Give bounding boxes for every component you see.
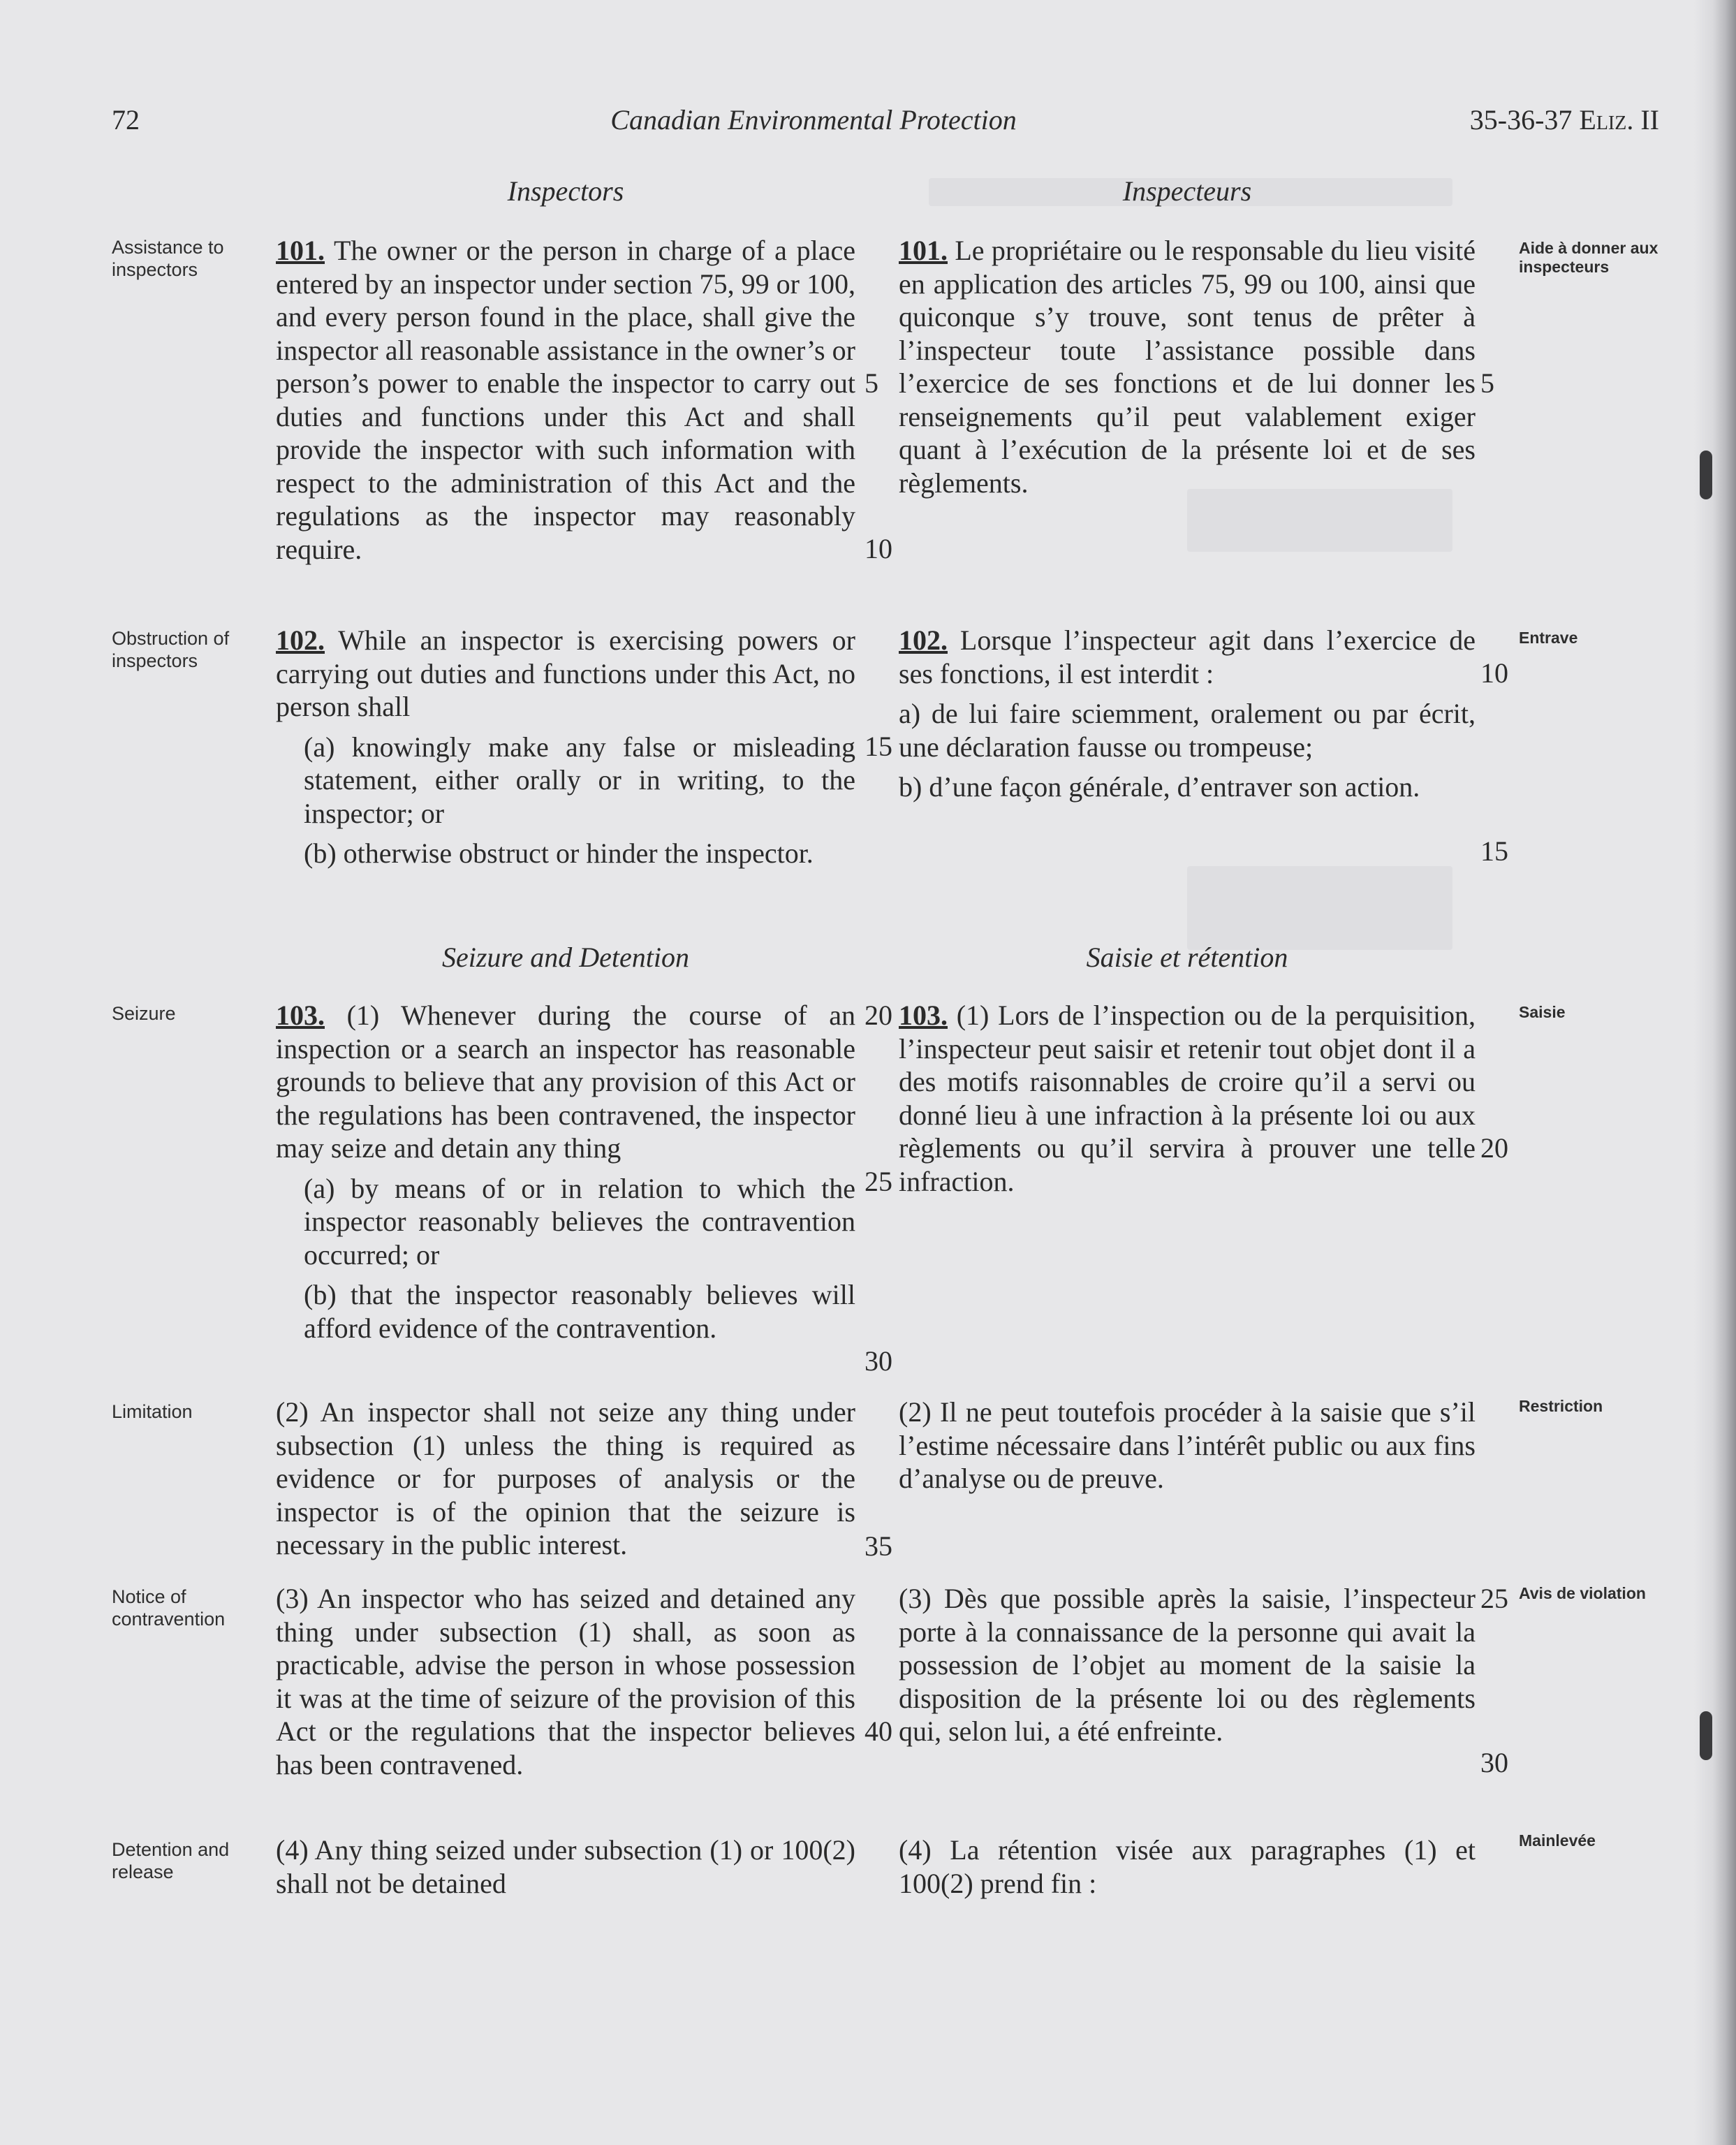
section-103-4-en	[276, 1833, 855, 1900]
section-number: 102.	[276, 624, 325, 656]
section-text: (1) Lors de l’inspection ou de la perquisition, l’inspecteur peut saisir et retenir tout objet dont il a des motifs raisonnables de croire qu’il a servi ou donné lieu à une infraction à la présente loi ou aux règlements ou qu’il servira à prouver une telle infraction.	[899, 1000, 1476, 1197]
paragraph-b: (b) otherwise obstruct or hinder the inspector.	[304, 837, 814, 869]
margin-note-notice: Notice of contravention	[112, 1586, 226, 1630]
line-number: 40	[865, 1715, 892, 1747]
margin-note-mainlevee: Mainlevée	[1519, 1831, 1596, 1850]
line-number: 15	[1480, 835, 1508, 867]
page-number: 72	[112, 104, 140, 136]
binding-mark	[1700, 451, 1712, 499]
margin-note-restriction: Restriction	[1519, 1397, 1603, 1415]
section-text: The owner or the person in charge of a place entered by an inspector under section 75, 99 or 100, and every person found in the place, shall give the inspector all reasonable assistance in the owner’s or person’s power to enable the inspector to carry out duties and functions under this Act and shall provide the inspector with such information with respect to the administration of this Act and the regulations as the inspector may reasonably require.	[276, 235, 855, 565]
subsection-text: (2) An inspector shall not seize any thing under subsection (1) unless the thing is required as evidence or for purposes of analysis or the inspector is of the opinion that the seizure is necessary in the public interest.	[276, 1396, 855, 1560]
subsection-text: (3) An inspector who has seized and detained any thing under subsection (1) shall, as soon as practicable, advise the person in whose possession it was at the time of seizure of the provision of this Act or the regulations that the inspector believes has been contravened.	[276, 1583, 855, 1780]
section-101-en	[276, 234, 855, 566]
line-number: 25	[865, 1166, 892, 1197]
paragraph-b: (b) that the inspector reasonably believes will afford evidence of the contravention.	[304, 1279, 855, 1344]
margin-note-limitation: Limitation	[112, 1401, 193, 1422]
section-103-2-en	[276, 1396, 855, 1562]
page-edge-shadow	[1694, 0, 1736, 2145]
section-number: 103.	[899, 1000, 948, 1031]
subsection-text: (2) Il ne peut toutefois procéder à la saisie que s’il l’estime nécessaire dans l’intérêt public ou aux fins d’analyse ou de preuve.	[899, 1396, 1476, 1494]
section-103-3-fr	[899, 1582, 1476, 1748]
subsection-text: (4) La rétention visée aux paragraphes (1) et 100(2) prend fin :	[899, 1834, 1476, 1899]
margin-note-avis: Avis de violation	[1519, 1584, 1646, 1602]
section-text: (1) Whenever during the course of an inspection or a search an inspector has reasonable grounds to believe that any provision of this Act or the regulations has been contravened, the inspector may seize and detain any thing	[276, 1000, 855, 1164]
section-102-en	[276, 624, 855, 870]
section-number: 101.	[899, 235, 948, 266]
subsection-text: (3) Dès que possible après la saisie, l’inspecteur porte à la connaissance de la personne qui avait la possession de l’objet au moment de la saisie la disposition de la présente loi ou des règlements qui, selon lui, a été enfreinte.	[899, 1583, 1476, 1747]
section-103-1-fr	[899, 999, 1476, 1198]
margin-note-obstruction: Obstruction of inspectors	[112, 628, 230, 671]
section-103-4-fr	[899, 1833, 1476, 1900]
paragraph-b: b) d’une façon générale, d’entraver son action.	[899, 771, 1420, 803]
margin-note-assistance: Assistance to inspectors	[112, 237, 224, 280]
paragraph-a: (a) knowingly make any false or misleading statement, either orally or in writing, to the inspector; or	[304, 731, 855, 829]
paragraph-a: a) de lui faire sciemment, oralement ou par écrit, une déclaration fausse ou trompeuse;	[899, 698, 1476, 763]
section-heading-saisie: Saisie et rétention	[1086, 942, 1288, 973]
line-number: 30	[865, 1345, 892, 1377]
section-number: 102.	[899, 624, 948, 656]
section-101-fr	[899, 234, 1476, 499]
section-heading-inspecteurs: Inspecteurs	[1122, 175, 1252, 207]
section-heading-seizure: Seizure and Detention	[441, 942, 689, 973]
subsection-text: (4) Any thing seized under subsection (1) or 100(2) shall not be detained	[276, 1834, 855, 1899]
section-number: 103.	[276, 1000, 325, 1031]
line-number: 5	[865, 367, 878, 399]
bleed-through	[1187, 866, 1452, 950]
running-title: Canadian Environmental Protection	[610, 104, 1017, 136]
binding-mark	[1700, 1711, 1712, 1760]
section-text: Le propriétaire ou le responsable du lieu visité en application des articles 75, 99 ou 100, ainsi que quiconque s’y trouve, sont tenus de prêter à l’inspecteur toute l’assistance possible dans l’exercice de ses fonctions et de lui donner les renseignements qu’il peut valablement exiger quant à l’exécution de la présente loi et de ses règlements.	[899, 235, 1476, 499]
section-text: Lorsque l’inspecteur agit dans l’exercice de ses fonctions, il est interdit :	[899, 624, 1476, 689]
margin-note-seizure: Seizure	[112, 1003, 176, 1024]
line-number: 10	[865, 533, 892, 564]
section-102-fr	[899, 624, 1476, 804]
line-number: 30	[1480, 1747, 1508, 1778]
margin-note-aide: Aide à donner aux inspecteurs	[1519, 239, 1658, 276]
margin-note-detention: Detention and release	[112, 1839, 230, 1882]
line-number: 15	[865, 731, 892, 762]
paragraph-a: (a) by means of or in relation to which the inspector reasonably believes the contravention occurred; or	[304, 1172, 855, 1271]
line-number: 20	[1480, 1132, 1508, 1164]
section-103-2-fr	[899, 1396, 1476, 1495]
section-103-3-en	[276, 1582, 855, 1781]
line-number: 35	[865, 1530, 892, 1562]
line-number: 10	[1480, 657, 1508, 689]
margin-note-entrave: Entrave	[1519, 629, 1578, 647]
line-number: 25	[1480, 1583, 1508, 1614]
section-number: 101.	[276, 235, 325, 266]
statute-year: 35-36-37 Eliz. II	[1469, 104, 1659, 136]
margin-note-saisie: Saisie	[1519, 1003, 1566, 1021]
section-heading-inspectors: Inspectors	[507, 175, 624, 207]
line-number: 20	[865, 1000, 892, 1031]
section-text: While an inspector is exercising powers or carrying out duties and functions under this Act, no person shall	[276, 624, 855, 722]
line-number: 5	[1480, 367, 1494, 399]
section-103-1-en	[276, 999, 855, 1345]
